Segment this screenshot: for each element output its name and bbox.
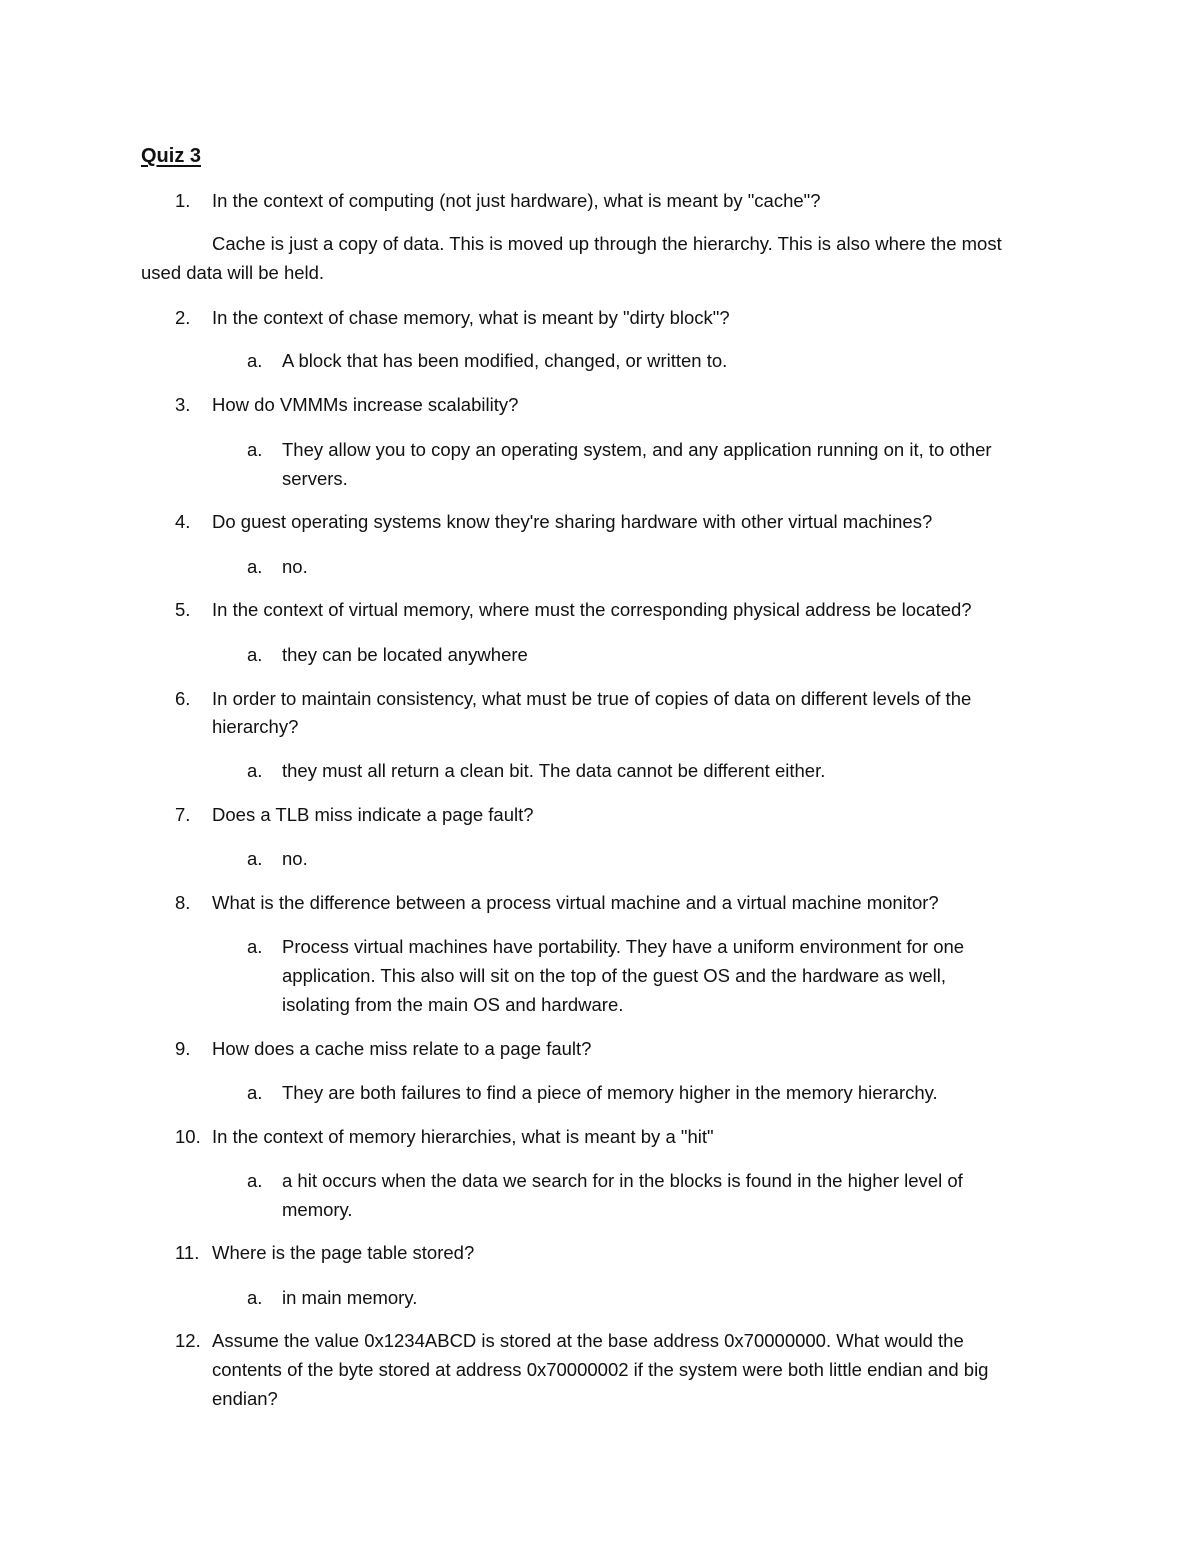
question-text: How do VMMMs increase scalability? bbox=[212, 394, 519, 415]
question-number: 7. bbox=[175, 804, 191, 825]
answer-text: Cache is just a copy of data. This is moved up through the hierarchy. This is also where the most bbox=[212, 233, 1002, 254]
answer-marker: a. bbox=[247, 1170, 263, 1191]
question-text: Assume the value 0x1234ABCD is stored at the base address 0x70000000. What would the bbox=[212, 1330, 964, 1351]
question-text: endian? bbox=[212, 1388, 278, 1409]
answer-text: in main memory. bbox=[282, 1287, 418, 1308]
answer-text: They are both failures to find a piece of memory higher in the memory hierarchy. bbox=[282, 1082, 938, 1103]
question-text: In the context of chase memory, what is meant by "dirty block"? bbox=[212, 307, 730, 328]
question-text: Where is the page table stored? bbox=[212, 1242, 475, 1263]
answer-marker: a. bbox=[247, 760, 263, 781]
answer-marker: a. bbox=[247, 556, 263, 577]
question-number: 1. bbox=[175, 190, 191, 211]
question-number: 5. bbox=[175, 599, 191, 620]
answer-text: A block that has been modified, changed, or written to. bbox=[282, 350, 728, 371]
question-text: In order to maintain consistency, what must be true of copies of data on different levels of the bbox=[212, 688, 972, 709]
question-number: 6. bbox=[175, 688, 191, 709]
answer-marker: a. bbox=[247, 644, 263, 665]
answer-marker: a. bbox=[247, 439, 263, 460]
quiz-title: Quiz 3 bbox=[141, 145, 202, 167]
answer-marker: a. bbox=[247, 848, 263, 869]
answer-text: servers. bbox=[282, 468, 348, 489]
question-number: 9. bbox=[175, 1038, 191, 1059]
answer-text: isolating from the main OS and hardware. bbox=[282, 994, 624, 1015]
answer-text: they can be located anywhere bbox=[282, 644, 528, 665]
question-number: 11. bbox=[175, 1242, 200, 1263]
answer-text: They allow you to copy an operating system, and any application running on it, to other bbox=[282, 439, 992, 460]
answer-marker: a. bbox=[247, 1082, 263, 1103]
question-text: Does a TLB miss indicate a page fault? bbox=[212, 804, 534, 825]
question-text: contents of the byte stored at address 0x70000002 if the system were both little endian and big bbox=[212, 1359, 989, 1380]
question-text: In the context of computing (not just hardware), what is meant by "cache"? bbox=[212, 190, 821, 211]
answer-text: they must all return a clean bit. The data cannot be different either. bbox=[282, 760, 826, 781]
answer-marker: a. bbox=[247, 936, 263, 957]
question-text: In the context of memory hierarchies, what is meant by a "hit" bbox=[212, 1126, 714, 1147]
question-text: How does a cache miss relate to a page fault? bbox=[212, 1038, 592, 1059]
answer-marker: a. bbox=[247, 350, 263, 371]
answer-text: application. This also will sit on the top of the guest OS and the hardware as well, bbox=[282, 965, 946, 986]
answer-text: no. bbox=[282, 848, 308, 869]
answer-text: memory. bbox=[282, 1199, 353, 1220]
question-number: 12. bbox=[175, 1330, 201, 1351]
question-text: What is the difference between a process virtual machine and a virtual machine monitor? bbox=[212, 892, 939, 913]
answer-text: Process virtual machines have portability. They have a uniform environment for one bbox=[282, 936, 965, 957]
question-text: Do guest operating systems know they're sharing hardware with other virtual machines? bbox=[212, 511, 933, 532]
answer-text: no. bbox=[282, 556, 308, 577]
answer-text: a hit occurs when the data we search for in the blocks is found in the higher level of bbox=[282, 1170, 963, 1191]
answer-marker: a. bbox=[247, 1287, 263, 1308]
question-number: 8. bbox=[175, 892, 191, 913]
question-text: hierarchy? bbox=[212, 716, 299, 737]
question-number: 10. bbox=[175, 1126, 201, 1147]
question-number: 2. bbox=[175, 307, 191, 328]
question-number: 3. bbox=[175, 394, 191, 415]
answer-text: used data will be held. bbox=[141, 262, 325, 283]
question-text: In the context of virtual memory, where must the corresponding physical address be located? bbox=[212, 599, 972, 620]
question-number: 4. bbox=[175, 511, 191, 532]
